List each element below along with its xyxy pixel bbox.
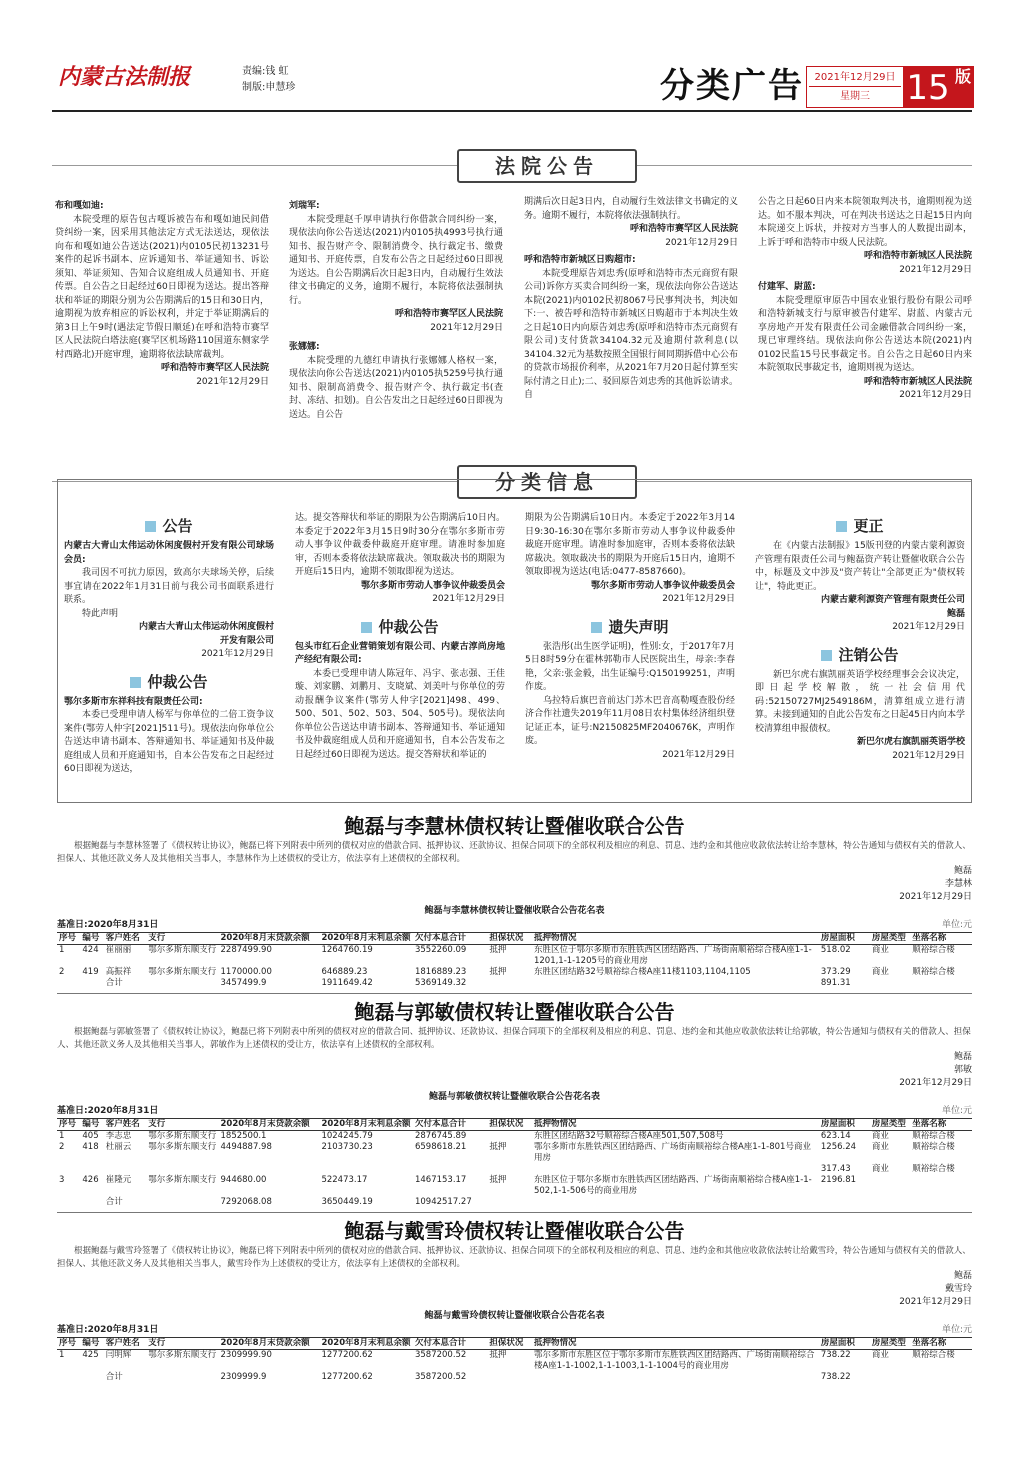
table-cell [487, 978, 532, 989]
column-header: 抵押物情况 [532, 1119, 819, 1131]
notice-recipient: 鄂尔多斯市东祥科技有限责任公司: [64, 696, 203, 707]
table-cell [80, 1372, 103, 1383]
table-cell: 405 [82, 1131, 99, 1141]
table-cell: 4494887.98 [220, 1142, 272, 1152]
table-cell: 商业 [871, 1142, 889, 1152]
table-cell: 顺裕综合楼 [912, 1131, 955, 1141]
column-header: 2020年8月末贷款余额 [219, 1338, 320, 1350]
table-header-row [57, 1119, 972, 1131]
table-cell: 2 [59, 1142, 65, 1152]
column-header: 2020年8月末利息余额 [319, 1119, 413, 1131]
column-header: 欠付本息合计 [413, 1338, 487, 1350]
table-cell: 1852500.1 [220, 1131, 267, 1141]
notice-title: 鲍磊与郭敏债权转让暨催收联合公告 [354, 1000, 675, 1024]
table-cell: 373.29 [820, 967, 851, 977]
notice-body: 在《内蒙古法制报》15版刊登的内蒙古蒙利源资产管理有限责任公司与鲍磊资产转让暨催收联合公告中，标题及文中涉及"资产转让"全部更正为"债权转让"，特此更正。 [755, 541, 965, 592]
notice-recipient: 张娜娜: [289, 342, 320, 352]
notice-date: 2021年12月29日 [899, 1078, 972, 1088]
table-title: 鲍磊与戴雪玲债权转让暨催收联合公告花名表 [424, 1311, 605, 1321]
notice-recipient: 布和嘎如迪: [55, 201, 104, 211]
table-cell [487, 1372, 532, 1383]
notice-date: 2021年12月29日 [899, 1297, 972, 1307]
table-cell: 3587200.52 [414, 1372, 467, 1382]
base-date: 基准日:2020年8月31日 [57, 920, 159, 930]
column-header: 担保状况 [487, 933, 532, 945]
table-cell [146, 978, 218, 989]
column-header: 序号 [57, 933, 80, 945]
column-header: 客户姓名 [104, 933, 147, 945]
table-cell: 891.31 [820, 978, 851, 988]
table-cell: 2876745.89 [414, 1131, 467, 1141]
notice-body: 新巴尔虎右旗凯丽英语学校经理事会会议决定，即日起学校解散，统一社会信用代码:52150727MJ2549186M，清算组成立进行清算。未接到通知的自此公告发布之日起45日内向本学校清算组申报债权。 [755, 669, 965, 734]
table-cell: 东胜区位于鄂尔多斯市东胜铁西区团结路西、广场街南顺裕综合楼A座1-1-502,1-1-506号的商业用房 [533, 1175, 812, 1196]
table-cell: 2287499.90 [220, 945, 272, 955]
table-cell: 商业 [871, 945, 889, 955]
notice-body: 期限为公告期满后10日内。本委定于2022年3月14日9:30-16:30在鄂尔多斯市劳动人事争议仲裁委仲裁庭开庭审理。请准时参加庭审，否则本委将依法缺席裁决。领取裁决书的期限为开庭后15日内，逾期不领取即视为送达(电话:0477-8587660)。 [525, 513, 735, 577]
classified-col-4 [755, 512, 965, 763]
table-cell: 944680.00 [220, 1175, 267, 1185]
table-cell [870, 978, 910, 989]
table-cell: 6598618.21 [414, 1142, 467, 1152]
notice-issuer: 呼和浩特市新城区人民法院 [863, 251, 972, 261]
notice-body: 根据鲍磊与戴雪玲签署了《债权转让协议》，鲍磊已将下列附表中所列的债权对应的借款合同、抵押协议、还款协议、担保合同项下的全部权利及相应的利息、罚息、违约金和其他应收款依法转让给戴雪玲，特公告通知与债权有关的借款人、担保人、其他还款义务人及其他相关当事人，戴雪玲作为上述债权的受让方，依法享有上述债权的全部权利。 [57, 1246, 971, 1269]
table-title: 鲍磊与郭敏债权转让暨催收联合公告花名表 [428, 1092, 600, 1102]
table-cell [910, 1372, 972, 1383]
table-cell [146, 1197, 218, 1208]
table-header-row [57, 933, 972, 945]
table-cell: 顺裕综合楼 [912, 1142, 955, 1152]
notice-tag: 注销公告 [755, 645, 965, 665]
table-cell: 419 [82, 967, 99, 977]
notice-body: 本院受理原告刘忠秀(原呼和浩特市杰元商贸有限公司)诉你方买卖合同纠纷一案，现依法向你公告送达本院(2021)内0102民初8067号民事判决书，判决如下:一、被告呼和浩特市新城区日购超市于本判决生效之日起10日内向原告刘忠秀(原呼和浩特市杰元商贸有限公司)支付货款34104.32元及逾期付款利息(以34104.32元为基数按照全国银行间同期拆借中心公布的贷款市场报价利率，从2021年7月20日起付算至实际付清之日止);二、驳回原告刘忠秀的其他诉讼请求。自 [524, 268, 738, 400]
table-cell: 522473.17 [321, 1175, 368, 1185]
table-cell [532, 978, 819, 989]
notice-recipient: 呼和浩特市新城区日购超市: [524, 255, 636, 265]
column-header: 坐落名称 [910, 1119, 972, 1131]
column-header: 客户姓名 [104, 1119, 147, 1131]
column-header: 房屋类型 [870, 1119, 910, 1131]
table-row [57, 1164, 972, 1175]
notice-body: 根据鲍磊与李慧林签署了《债权转让协议》，鲍磊已将下列附表中所列的债权对应的借款合同、抵押协议、还款协议、担保合同项下的全部权利及相应的利息、罚息、违约金和其他应收款依法转让给李慧林，特公告通知与债权有关的借款人、担保人、其他还款义务人及其他相关当事人，李慧林作为上述债权的受让方，依法享有上述债权的全部权利。 [57, 841, 971, 864]
table-cell: 顺裕综合楼 [912, 945, 955, 955]
table-cell: 商业 [871, 967, 889, 977]
notice-issuer: 鄂尔多斯市劳动人事争议仲裁委员会 [360, 580, 505, 591]
notice-date: 2021年12月29日 [892, 622, 965, 632]
notice-divider [57, 1212, 972, 1213]
table-cell: 鄂尔多斯东顺支行 [148, 1175, 217, 1185]
table-cell: 鄂尔多斯东顺支行 [148, 967, 217, 977]
column-header: 房屋面积 [819, 933, 870, 945]
column-header: 客户姓名 [104, 1338, 147, 1350]
column-header: 坐落名称 [910, 933, 972, 945]
table-cell: 425 [82, 1350, 99, 1360]
table-row [57, 1350, 972, 1373]
newspaper-logo: 内蒙古法制报 [58, 64, 191, 90]
notice-issuer: 开发有限公司 [219, 635, 274, 646]
notice-tag: 仲裁公告 [64, 672, 274, 692]
table-cell: 东胜区团结路32号顺裕综合楼A座501,507,508号 [533, 1131, 724, 1141]
table-cell: 鄂尔多斯东顺支行 [148, 1350, 217, 1360]
section-category: 分类广告 [660, 66, 804, 106]
table-row [57, 945, 972, 968]
table-cell [910, 978, 972, 989]
notice-recipient: 刘瑞军: [289, 201, 320, 211]
notice-body: 本院受理原审原告中国农业银行股份有限公司呼和浩特新城支行与原审被告付建军、尉蓝、内蒙古元享房地产开发有限责任公司金融借款合同纠纷一案，现已审理终结。现依法向你公告送达本院(2021)内0102民监15号民事裁定书。自公告之日起60日内来本院领取民事裁定书，逾期则视为送达。 [758, 295, 972, 373]
table-cell: 518.02 [820, 945, 851, 955]
table-cell [80, 1197, 103, 1208]
table-cell [413, 1164, 487, 1175]
editor-line: 责编:钱 虹 [242, 66, 289, 77]
column-header: 编号 [80, 1338, 103, 1350]
table-cell: 鄂尔多斯市东胜区位于鄂尔多斯市东胜铁西区团结路西、广场街南顺裕综合楼A座1-1-1002,1-1-1003,1-1-1004号的商业用房 [533, 1350, 815, 1371]
table-meta [57, 1323, 972, 1337]
table-cell: 2196.81 [820, 1175, 857, 1185]
header-rule [52, 110, 972, 112]
notice-date: 2021年12月29日 [892, 750, 965, 761]
notice-body: 本院受理赵千厚申请执行你借款合同纠纷一案，现依法向你公告送达(2021)内0105执4993号执行通知书、报告财产令、限制消费令、执行裁定书、缴费通知书、开庭传票，自发布公告之日起经过60日即视为送达。自公告期满后次日起3日内，自动履行生效法律文书确定的义务，逾期不履行，本院将依法强制执行。 [289, 214, 503, 306]
table-cell: 崔隆元 [105, 1175, 132, 1185]
notice-issuer: 呼和浩特市赛罕区人民法院 [160, 363, 269, 373]
table-cell: 抵押 [489, 1350, 507, 1360]
table-cell: 738.22 [820, 1372, 851, 1382]
table-row [57, 978, 972, 989]
table-cell: 商业 [871, 1131, 889, 1141]
column-header: 抵押物情况 [532, 933, 819, 945]
table-row [57, 1175, 972, 1197]
table-cell: 合计 [105, 1197, 123, 1207]
column-header: 支行 [146, 1338, 218, 1350]
table-cell: 2 [59, 967, 65, 977]
table-cell: 2103730.23 [321, 1142, 373, 1152]
table-cell [870, 1175, 910, 1197]
table-cell: 1170000.00 [220, 967, 272, 977]
table-cell: 顺裕综合楼 [912, 1164, 955, 1174]
notice-body: 张浩彤(出生医学证明)，性别:女，于2017年7月5日8时59分在霍林郭勒市人民医院出生，母亲:李春艳，父亲:张金毅，出生证编号:Q150199251，声明作废。 [525, 641, 735, 692]
notice-issuer: 鲍磊 [946, 608, 965, 619]
notice-body: 根据鲍磊与郭敏签署了《债权转让协议》，鲍磊已将下列附表中所列的债权对应的借款合同、抵押协议、还款协议、担保合同项下的全部权利及相应的利息、罚息、违约金和其他应收款依法转让给郭敏，特公告通知与债权有关的借款人、担保人、其他还款义务人及其他相关当事人，郭敏作为上述债权的受让方，依法享有上述债权的全部权利。 [57, 1027, 971, 1050]
notice-date: 2021年12月29日 [201, 649, 274, 659]
table-cell: 1256.24 [820, 1142, 857, 1152]
notice-body: 乌拉特后旗巴音前达门苏木巴音高勒嘎查股份经济合作社遗失2019年11月08日农村集体经济组织登记证正本，证号:N2150825MF2040676K，声明作废。 [525, 695, 735, 746]
column-header: 2020年8月末利息余额 [319, 933, 413, 945]
table-row [57, 1142, 972, 1164]
table-cell: 抵押 [489, 1175, 507, 1185]
unit-label: 单位:元 [941, 1325, 972, 1335]
column-header: 担保状况 [487, 1338, 532, 1350]
debt-notice [57, 1212, 972, 1383]
column-header: 房屋面积 [819, 1338, 870, 1350]
notice-date: 2021年12月29日 [662, 594, 735, 604]
table-cell [819, 1197, 870, 1208]
table-cell: 抵押 [489, 945, 507, 955]
date-page-box [806, 66, 974, 108]
table-cell: 317.43 [820, 1164, 851, 1174]
table-meta [57, 1104, 972, 1118]
table-cell: 抵押 [489, 967, 507, 977]
notice-date: 2021年12月29日 [899, 892, 972, 902]
notice-body: 本院受理的原告包古嘎诉被告布和嘎如迪民间借贷纠纷一案，因采用其他法定方式无法送达，现依法向布和嘎如迪公告送达(2021)内0105民初13231号案件的起诉书副本、应诉通知书、举证通知书、诉讼须知、举证须知、告知合议庭组成人员通知书、开庭传票。自公告之日起经过60日即视为送达。提出答辩状和举证的期限分别为公告期满后的15日和30日内，逾期视为放弃相应的诉讼权利，并定于举证期满后的第3日上午9时(遇法定节假日顺延)在呼和浩特市赛罕区人民法院白塔法庭(赛罕区机场路110国道东侧家学村西路北)开庭审理，逾期将依法缺席裁判。 [55, 214, 269, 360]
table-cell: 1911649.42 [321, 978, 373, 988]
table-row [57, 1131, 972, 1143]
notice-recipient: 包头市红石企业营销策划有限公司、内蒙古淳尚房地产经纪有限公司: [295, 641, 505, 665]
notice-recipient: 内蒙古大青山太伟运动休闲度假村开发有限公司球场会员: [64, 541, 274, 565]
table-cell: 商业 [871, 1350, 889, 1360]
table-cell: 崔丽丽 [105, 945, 132, 955]
table-cell: 1 [59, 1350, 65, 1360]
table-cell: 合计 [105, 978, 123, 988]
debt-table [57, 1337, 972, 1383]
table-cell: 418 [82, 1142, 99, 1152]
table-cell: 1 [59, 1131, 65, 1141]
table-cell: 1277200.62 [321, 1350, 373, 1360]
table-cell: 426 [82, 1175, 99, 1185]
notice-signer: 鲍磊 [953, 866, 972, 876]
column-header: 抵押物情况 [532, 1338, 819, 1350]
notice-issuer: 内蒙古蒙利源资产管理有限责任公司 [820, 595, 965, 605]
table-cell: 1816889.23 [414, 967, 467, 977]
table-cell: 1277200.62 [321, 1372, 373, 1382]
notice-date: 2021年12月29日 [430, 322, 503, 333]
table-cell: 10942517.27 [414, 1197, 472, 1207]
column-header: 2020年8月末贷款余额 [219, 933, 320, 945]
classified-col-1 [64, 512, 274, 777]
notice-date: 2021年12月29日 [196, 376, 269, 387]
table-cell [146, 1372, 218, 1383]
notice-body: 本委已受理申请人杨军与你单位的二倍工资争议案件(鄂劳人仲字[2021]511号)。现依法向你单位公告送达申请书副本、答辩通知书、举证通知书及仲裁庭组成人员和开庭通知书，自本公告发布之日起经过60日即视为送达， [64, 710, 274, 774]
unit-label: 单位:元 [941, 920, 972, 930]
debt-transfer-notices [57, 812, 972, 1387]
court-notice-1 [55, 196, 269, 389]
table-cell: 鄂尔多斯东顺支行 [148, 1131, 217, 1141]
notice-issuer: 呼和浩特市赛罕区人民法院 [629, 224, 738, 234]
table-cell [57, 1164, 80, 1175]
table-header-row [57, 1338, 972, 1350]
table-cell [57, 1372, 80, 1383]
notice-body: 期满后次日起3日内，自动履行生效法律文书确定的义务。逾期不履行，本院将依法强制执行。 [524, 197, 738, 221]
notice-tag: 遗失声明 [525, 617, 735, 637]
issue-date: 2021年12月29日 [809, 69, 901, 87]
column-header: 2020年8月末贷款余额 [219, 1119, 320, 1131]
table-row [57, 1197, 972, 1208]
table-cell: 商业 [871, 1164, 889, 1174]
table-cell: 5369149.32 [414, 978, 467, 988]
table-cell [319, 1164, 413, 1175]
notice-date: 2021年12月29日 [432, 594, 505, 604]
debt-table [57, 1118, 972, 1208]
notice-date: 2021年12月29日 [665, 237, 738, 248]
table-cell [532, 1164, 819, 1175]
court-notice-2 [289, 196, 503, 422]
notice-signer: 鲍磊 [953, 1052, 972, 1062]
notice-recipient: 付建军、尉蓝: [758, 282, 816, 292]
notice-body: 本委已受理申请人陈冠年、冯宇、张志强、王佳璇、刘家鹏、刘鹏月、支晓斌、刘美叶与你单位的劳动报酬争议案件(鄂劳人仲字[2021]498、499、500、501、502、503、504、505号)。现依法向你单位公告送达申请书副本、答辩通知书、举证通知书及仲裁庭组成人员和开庭通知书，自本公告发布之日起经过60日即视为送达。提交答辩状和举证的 [295, 668, 505, 760]
classified-col-3 [525, 512, 735, 762]
producer-line: 制版:申慧珍 [242, 82, 296, 93]
table-cell: 2309999.9 [220, 1372, 267, 1382]
table-cell: 738.22 [820, 1350, 851, 1360]
table-row [57, 1372, 972, 1383]
court-notice-4 [758, 196, 972, 403]
table-cell: 闫明辉 [105, 1350, 132, 1360]
table-cell [487, 1197, 532, 1208]
column-header: 房屋面积 [819, 1119, 870, 1131]
notice-signer: 李慧林 [944, 879, 972, 889]
table-cell: 3 [59, 1175, 65, 1185]
table-cell [487, 1131, 532, 1143]
table-cell: 抵押 [489, 1142, 507, 1152]
table-cell: 顺裕综合楼 [912, 1350, 955, 1360]
table-cell [532, 1372, 819, 1383]
table-cell: 2309999.90 [220, 1350, 272, 1360]
table-row [57, 967, 972, 978]
column-header: 支行 [146, 1119, 218, 1131]
table-cell: 高振祥 [105, 967, 132, 977]
notice-issuer: 内蒙古大青山太伟运动休闲度假村 [138, 622, 274, 632]
notice-signer: 郭敏 [953, 1065, 972, 1075]
column-header: 支行 [146, 933, 218, 945]
notice-issuer: 呼和浩特市新城区人民法院 [863, 376, 972, 387]
table-cell [870, 1197, 910, 1208]
table-cell: 杜丽云 [105, 1142, 132, 1152]
notice-body: 达。提交答辩状和举证的期限为公告期满后10日内。本委定于2022年3月15日9时30分在鄂尔多斯市劳动人事争议仲裁委仲裁庭开庭审理。请准时参加庭审，否则本委将依法缺席裁决。领取裁决书的期限为开庭后15日内，逾期不领取即视为送达。 [295, 513, 505, 577]
table-cell [57, 978, 80, 989]
notice-body: 本院受理的九德红申请执行张娜娜人格权一案，现依法向你公告送达(2021)内0105执5259号执行通知书、限制高消费令、报告财产令、执行裁定书(查封、冻结、扣划)。自公告发出之日起经过60日即视为送达。自公告 [289, 355, 503, 420]
court-section-title: 法院公告 [457, 149, 637, 183]
table-cell: 3552260.09 [414, 945, 467, 955]
notice-divider [57, 993, 972, 994]
table-cell [146, 1164, 218, 1175]
editor-credits [242, 64, 295, 96]
notice-tag: 公告 [64, 516, 274, 536]
table-cell: 1264760.19 [321, 945, 373, 955]
notice-body: 我司因不可抗力原因，致高尔夫球场关停，后续事宜请在2022年1月31日前与我公司书面联系进行联系。 [64, 568, 274, 605]
column-header: 编号 [80, 1119, 103, 1131]
column-header: 欠付本息合计 [413, 933, 487, 945]
table-cell: 鄂尔多斯东顺支行 [148, 945, 217, 955]
base-date: 基准日:2020年8月31日 [57, 1325, 159, 1335]
table-title: 鲍磊与李慧林债权转让暨催收联合公告花名表 [424, 906, 605, 916]
column-header: 房屋类型 [870, 1338, 910, 1350]
table-cell [910, 1175, 972, 1197]
column-header: 欠付本息合计 [413, 1119, 487, 1131]
table-cell [57, 1197, 80, 1208]
debt-notice [57, 993, 972, 1208]
table-cell: 东胜区团结路32号顺裕综合楼A座11楼1103,1104,1105 [533, 967, 751, 977]
table-cell [80, 978, 103, 989]
table-cell [532, 1197, 819, 1208]
table-cell [487, 1164, 532, 1175]
notice-title: 鲍磊与李慧林债权转让暨催收联合公告 [344, 814, 685, 838]
table-meta [57, 918, 972, 932]
notice-signer: 戴雪玲 [944, 1284, 972, 1294]
table-cell [104, 1164, 147, 1175]
notice-date: 2021年12月29日 [662, 749, 735, 760]
notice-date: 2021年12月29日 [899, 264, 972, 275]
notice-tag: 更正 [755, 516, 965, 536]
notice-title: 鲍磊与戴雪玲债权转让暨催收联合公告 [344, 1219, 685, 1243]
notice-issuer: 鄂尔多斯市劳动人事争议仲裁委员会 [590, 580, 735, 591]
classified-section-title: 分类信息 [457, 465, 637, 499]
base-date: 基准日:2020年8月31日 [57, 1106, 159, 1116]
table-cell: 3587200.52 [414, 1350, 467, 1360]
notice-date: 2021年12月29日 [899, 390, 972, 400]
column-header: 序号 [57, 1119, 80, 1131]
table-cell: 合计 [105, 1372, 123, 1382]
notice-tag: 仲裁公告 [295, 617, 505, 637]
table-cell: 1 [59, 945, 65, 955]
page-number: 15 [903, 67, 953, 107]
table-cell: 3650449.19 [321, 1197, 373, 1207]
notice-body: 特此声明 [82, 608, 119, 619]
notice-issuer: 新巴尔虎右旗凯丽英语学校 [856, 737, 965, 747]
table-cell [219, 1164, 320, 1175]
column-header: 坐落名称 [910, 1338, 972, 1350]
table-cell: 646889.23 [321, 967, 368, 977]
notice-signer: 鲍磊 [953, 1271, 972, 1281]
column-header: 2020年8月末利息余额 [319, 1338, 413, 1350]
table-cell: 7292068.08 [220, 1197, 272, 1207]
column-header: 序号 [57, 1338, 80, 1350]
table-cell: 顺裕综合楼 [912, 967, 955, 977]
table-cell: 李志忠 [105, 1131, 132, 1141]
notice-body: 公告之日起60日内来本院领取判决书，逾期则视为送达。如不服本判决，可在判决书送达之日起15日内向本院递交上诉状，并按对方当事人的人数提出副本，上诉于呼和浩特市中级人民法院。 [758, 197, 972, 248]
court-section-band [52, 154, 972, 178]
page-label: 版 [953, 67, 973, 107]
table-cell: 623.14 [820, 1131, 851, 1141]
column-header: 编号 [80, 933, 103, 945]
debt-table [57, 932, 972, 989]
table-cell: 424 [82, 945, 99, 955]
notice-issuer: 呼和浩特市赛罕区人民法院 [394, 309, 503, 319]
classified-col-2 [295, 512, 505, 762]
column-header: 担保状况 [487, 1119, 532, 1131]
table-cell: 1024245.79 [321, 1131, 373, 1141]
table-cell [80, 1164, 103, 1175]
debt-notice [57, 812, 972, 989]
table-cell [870, 1372, 910, 1383]
issue-weekday: 星期三 [840, 91, 870, 102]
table-cell: 鄂尔多斯市东胜铁西区团结路西、广场街南顺裕综合楼A座1-1-801号商业用房 [533, 1142, 811, 1163]
table-cell: 3457499.9 [220, 978, 267, 988]
table-cell [910, 1197, 972, 1208]
unit-label: 单位:元 [941, 1106, 972, 1116]
table-cell: 东胜区位于鄂尔多斯市东胜铁西区团结路西、广场街南顺裕综合楼A座1-1-1201,1-1-1205号的商业用房 [533, 945, 812, 966]
table-cell: 鄂尔多斯东顺支行 [148, 1142, 217, 1152]
court-notice-3 [524, 196, 738, 403]
table-cell: 1467153.17 [414, 1175, 467, 1185]
column-header: 房屋类型 [870, 933, 910, 945]
